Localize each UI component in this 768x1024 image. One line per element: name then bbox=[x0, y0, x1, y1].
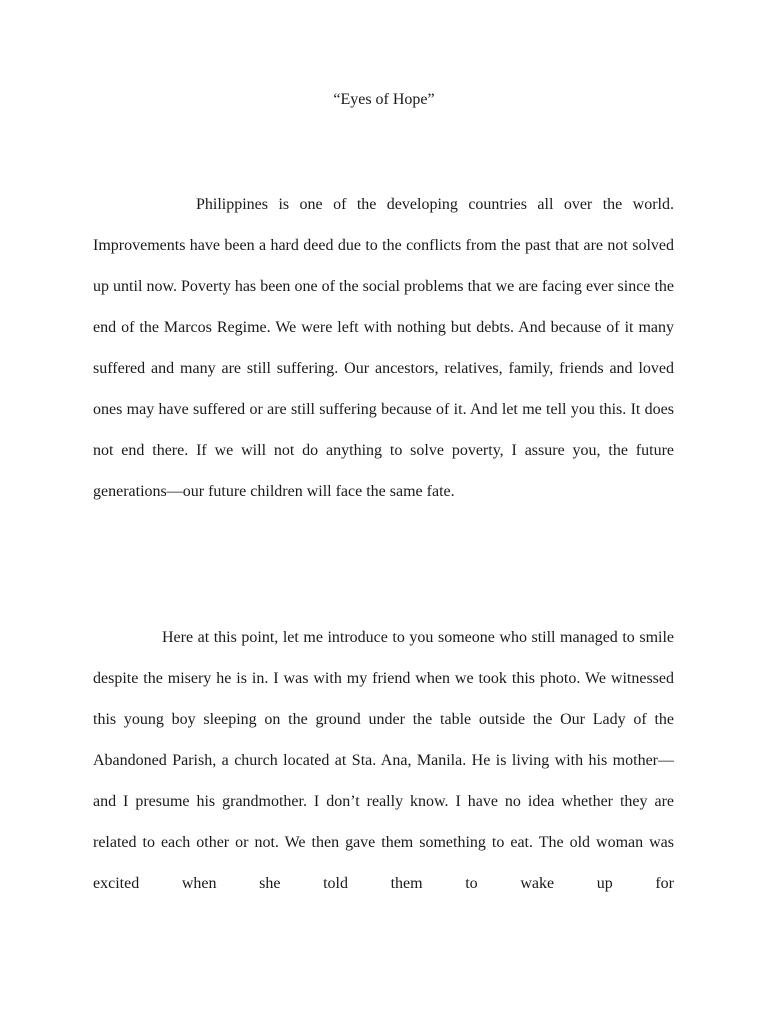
document-title: “Eyes of Hope” bbox=[333, 91, 435, 108]
paragraph-young-boy: Here at this point, let me introduce to you someone who still managed to smile despite the misery he is in. I was with my friend when we took this photo. We witnessed this young boy sleeping on the ground under the table outside the Our Lady of the Abandoned Parish, a church located at Sta. Ana, Manila. He is living with his mother—and I presume his grandmother. I don’t really know. I have no idea whether they are related to each other or not. We then gave them something to eat. The old woman was excited when she told them to wake up for bbox=[93, 629, 674, 892]
paragraph-poverty-intro: Philippines is one of the developing countries all over the world. Improvements have been a hard deed due to the conflicts from the past that are not solved up until now. Poverty has been one of the social problems that we are facing ever since the end of the Marcos Regime. We were left with nothing but debts. And because of it many suffered and many are still suffering. Our ancestors, relatives, family, friends and loved ones may have suffered or are still suffering because of it. And let me tell you this. It does not end there. If we will not do anything to solve poverty, I assure you, the future generations—our future children will face the same fate. bbox=[93, 196, 674, 500]
